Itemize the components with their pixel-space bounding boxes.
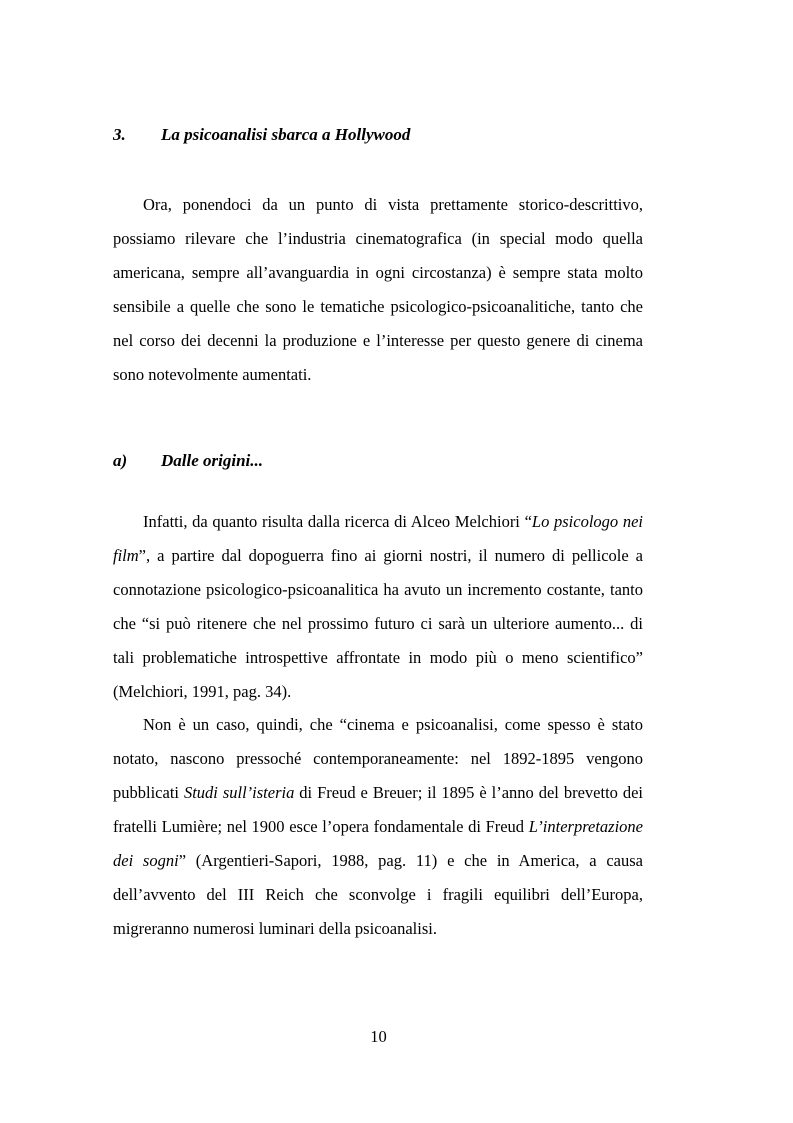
section-title: La psicoanalisi sbarca a Hollywood <box>161 125 411 144</box>
book-title: Lo psicologo nei film <box>113 512 644 565</box>
work-title-interpretazione: L’interpretazione dei sogni <box>113 817 643 870</box>
work-title-studi: Studi sull’isteria <box>183 783 295 802</box>
paragraph-cinema-psicoanalisi <box>113 708 643 946</box>
paragraph-text: ” (Argentieri-Sapori, 1988, pag. 11) e che in America, a causa dell’avvento del III Reich che sconvolge i fragili equilibri dell’Europa, migreranno numerosi luminari della psicoanalisi. <box>113 851 643 938</box>
subsection-title: Dalle origini... <box>161 451 264 470</box>
paragraph-text: di Freud e Breuer; il 1895 è l’anno del brevetto dei fratelli Lumière; nel 1900 esce l’opera fondamentale di Freud <box>113 783 644 836</box>
paragraph-intro-text: Ora, ponendoci da un punto di vista prettamente storico-descrittivo, possiamo rilevare che l’industria cinematografica (in special modo quella americana, sempre all’avanguardia in ogni circostanza) è sempre stata molto sensibile a quelle che sono le tematiche psicologico-psicoanalitiche, tanto che nel corso dei decenni la produzione e l’interesse per questo genere di cinema sono notevolmente aumentati. <box>113 195 643 384</box>
page-number: 10 <box>370 1027 387 1046</box>
paragraph-text: Non è un caso, quindi, che “cinema e psicoanalisi, come spesso è stato notato, nascono pressoché contemporaneamente: nel 1892-1895 vengono pubblicati <box>113 715 643 802</box>
paragraph-melchiori <box>113 505 643 709</box>
paragraph-text: Infatti, da quanto risulta dalla ricerca di Alceo Melchiori “ <box>143 512 532 531</box>
section-number: 3. <box>113 125 126 144</box>
paragraph-text: ”, a partire dal dopoguerra fino ai giorni nostri, il numero di pellicole a connotazione psicologico-psicoanalitica ha avuto un incremento costante, tanto che “si può ritenere che nel prossimo futuro ci sarà un ulteriore aumento... di tali problematiche introspettive affrontate in modo più o meno scientifico” (Melchiori, 1991, pag. 34). <box>113 546 643 701</box>
subsection-label: a) <box>113 451 128 470</box>
paragraph-intro <box>113 188 643 392</box>
